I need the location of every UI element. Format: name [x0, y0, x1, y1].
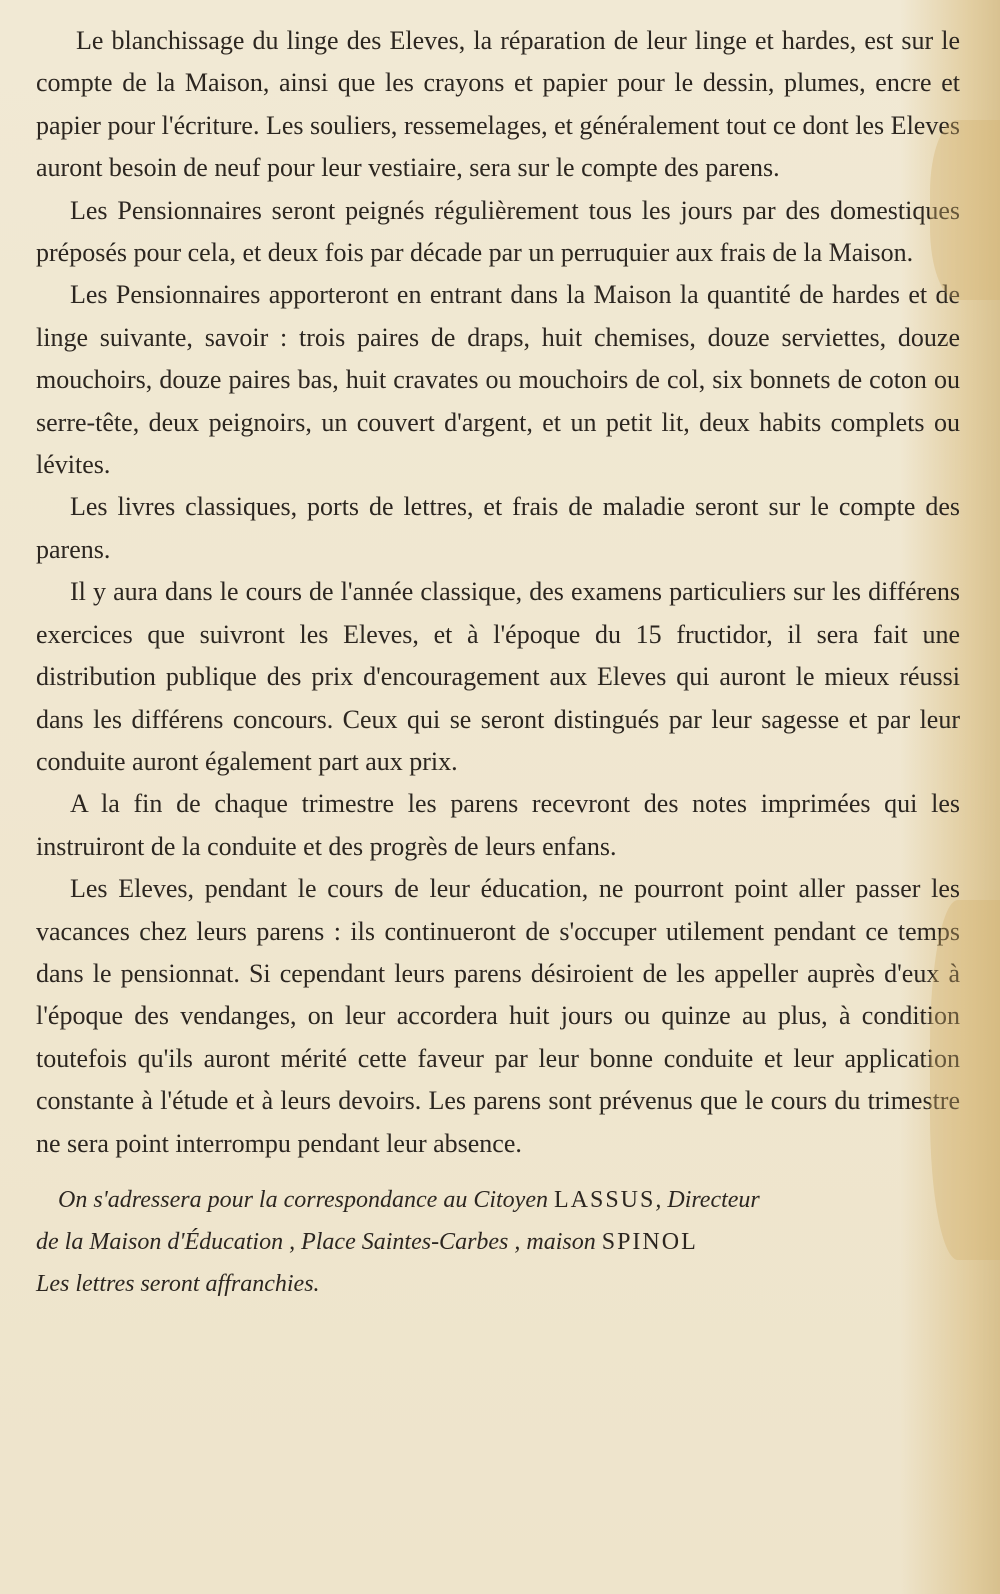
footer-text: On s'adressera pour la correspondance au Citoyen	[58, 1186, 554, 1213]
footer-text: Les lettres seront affranchies.	[36, 1270, 320, 1297]
footer-line	[36, 1221, 960, 1263]
paper-stain	[930, 900, 1000, 1260]
paragraph: Les Pensionnaires seront peignés régulièrement tous les jours par des domestiques préposés pour cela, et deux fois par décade par un perruquier aux frais de la Maison.	[36, 195, 960, 268]
document-body	[36, 20, 960, 1165]
paragraph: A la fin de chaque trimestre les parens recevront des notes imprimées qui les instruiront de la conduite et des progrès de leurs enfans.	[36, 789, 960, 861]
paragraph: Les Pensionnaires apporteront en entrant dans la Maison la quantité de hardes et de linge suivante, savoir : trois paires de draps, huit chemises, douze serviettes, douze mouchoirs, douze paires bas, huit cravates ou mouchoirs de col, six bonnets de coton ou serre-tête, deux peignoirs, un couvert d'argent, et un petit lit, deux habits complets ou lévites.	[36, 280, 960, 480]
paragraph: Les Eleves, pendant le cours de leur éducation, ne pourront point aller passer les vacances chez leurs parens : ils continueront de s'occuper utilement pendant ce temps dans le pensionnat. Si cependant leurs parens désiroient de les appeller auprès d'eux à l'époque des vendanges, on leur accordera huit jours ou quinze au plus, à condition toutefois qu'ils auront mérité cette faveur par leur bonne conduite et leur application constante à l'étude et à leurs devoirs. Les parens sont prévenus que le cours du trimestre ne sera point interrompu pendant leur absence.	[36, 874, 960, 1158]
footer-text: , Directeur	[655, 1186, 760, 1213]
footer-line	[36, 1263, 960, 1305]
footer-line	[36, 1179, 960, 1221]
document-footer	[36, 1179, 960, 1305]
paper-stain	[930, 120, 1000, 300]
director-name: LASSUS	[553, 1186, 656, 1213]
footer-text: de la Maison d'Éducation , Place Saintes-Carbes , maison	[36, 1228, 602, 1255]
paragraph: Il y aura dans le cours de l'année classique, des examens particuliers sur les différens exercices que suivront les Eleves, et à l'époque du 15 fructidor, il sera fait une distribution publique des prix d'encouragement aux Eleves qui auront le mieux réussi dans les différens concours. Ceux qui se seront distingués par leur sagesse et par leur conduite auront également part aux prix.	[36, 577, 960, 776]
house-name: SPINOL	[601, 1228, 698, 1255]
paragraph: Le blanchissage du linge des Eleves, la réparation de leur linge et hardes, est sur le compte de la Maison, ainsi que les crayons et papier pour le dessin, plumes, encre et papier pour l'écriture. Les souliers, ressemelages, et généralement tout ce dont les Eleves auront besoin de neuf pour leur vestiaire, sera sur le compte des parens.	[36, 26, 960, 183]
paragraph: Les livres classiques, ports de lettres, et frais de maladie seront sur le compte des parens.	[36, 492, 960, 564]
